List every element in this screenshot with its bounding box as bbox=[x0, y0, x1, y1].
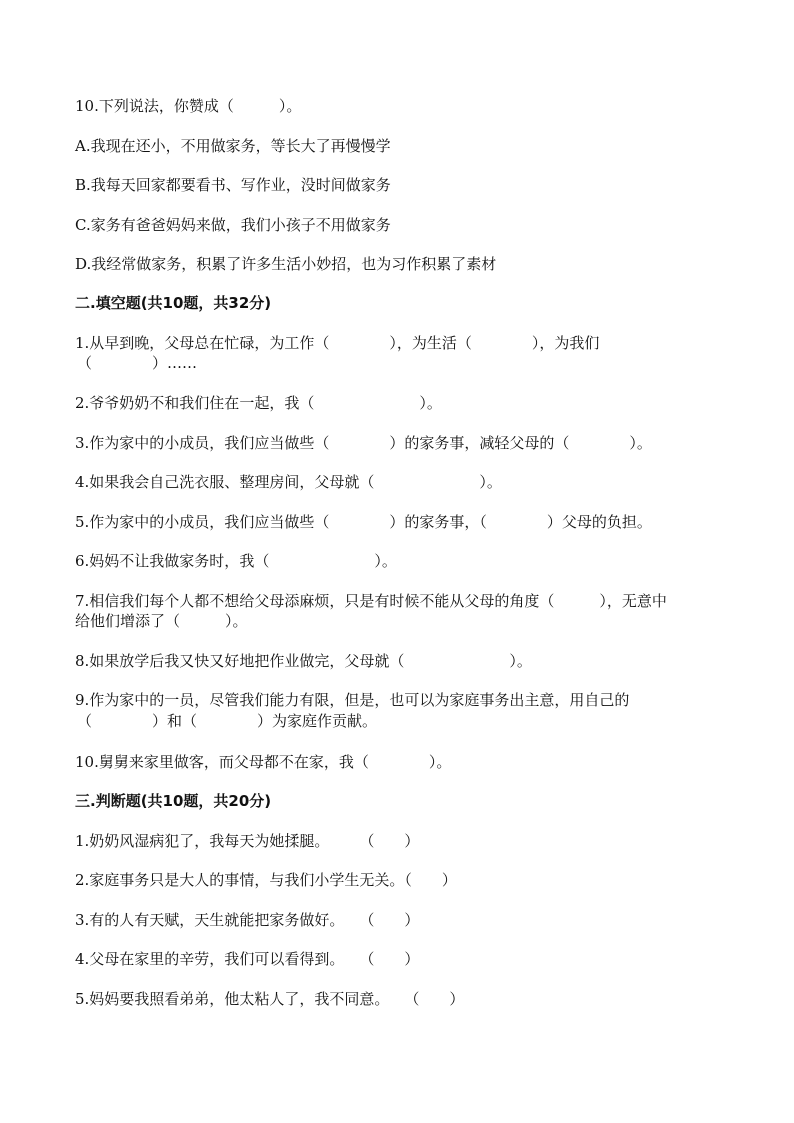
judgment-3: 3.有的人有天赋，天生就能把家务做好。 （ ） bbox=[75, 911, 420, 929]
fill-blank-7-line-1: 7.相信我们每个人都不想给父母添麻烦，只是有时候不能从父母的角度（ ），无意中 bbox=[75, 592, 667, 610]
section-3-title: 三.判断题(共10题，共20分) bbox=[75, 792, 272, 810]
section-2-title: 二.填空题(共10题，共32分) bbox=[75, 294, 272, 312]
question-10-stem: 10.下列说法，你赞成（ ）。 bbox=[75, 97, 302, 115]
fill-blank-2: 2.爷爷奶奶不和我们住在一起，我（ ）。 bbox=[75, 394, 442, 412]
fill-blank-6: 6.妈妈不让我做家务时，我（ ）。 bbox=[75, 552, 397, 570]
option-b: B.我每天回家都要看书、写作业，没时间做家务 bbox=[75, 176, 391, 194]
option-d: D.我经常做家务，积累了许多生活小妙招，也为习作积累了素材 bbox=[75, 255, 497, 273]
fill-blank-7-line-2: 给他们增添了（ ）。 bbox=[75, 612, 248, 630]
fill-blank-1-line-1: 1.从早到晚，父母总在忙碌，为工作（ ），为生活（ ），为我们 bbox=[75, 334, 600, 352]
fill-blank-3: 3.作为家中的小成员，我们应当做些（ ）的家务事，减轻父母的（ ）。 bbox=[75, 434, 652, 452]
judgment-1: 1.奶奶风湿病犯了，我每天为她揉腿。 （ ） bbox=[75, 832, 420, 850]
fill-blank-4: 4.如果我会自己洗衣服、整理房间，父母就（ ）。 bbox=[75, 473, 502, 491]
fill-blank-9-line-1: 9.作为家中的一员，尽管我们能力有限，但是，也可以为家庭事务出主意，用自己的 bbox=[75, 691, 630, 709]
fill-blank-8: 8.如果放学后我又快又好地把作业做完，父母就（ ）。 bbox=[75, 652, 532, 670]
option-a: A.我现在还小，不用做家务，等长大了再慢慢学 bbox=[75, 137, 391, 155]
judgment-4: 4.父母在家里的辛劳，我们可以看得到。 （ ） bbox=[75, 950, 420, 968]
fill-blank-10: 10.舅舅来家里做客，而父母都不在家，我（ ）。 bbox=[75, 753, 452, 771]
option-c: C.家务有爸爸妈妈来做，我们小孩子不用做家务 bbox=[75, 216, 391, 234]
judgment-5: 5.妈妈要我照看弟弟，他太粘人了，我不同意。 （ ） bbox=[75, 990, 465, 1008]
fill-blank-1-line-2: （ ）…… bbox=[77, 354, 198, 372]
fill-blank-9-line-2: （ ）和（ ）为家庭作贡献。 bbox=[77, 712, 378, 730]
fill-blank-5: 5.作为家中的小成员，我们应当做些（ ）的家务事，（ ）父母的负担。 bbox=[75, 513, 652, 531]
judgment-2: 2.家庭事务只是大人的事情，与我们小学生无关。（ ） bbox=[75, 871, 457, 889]
